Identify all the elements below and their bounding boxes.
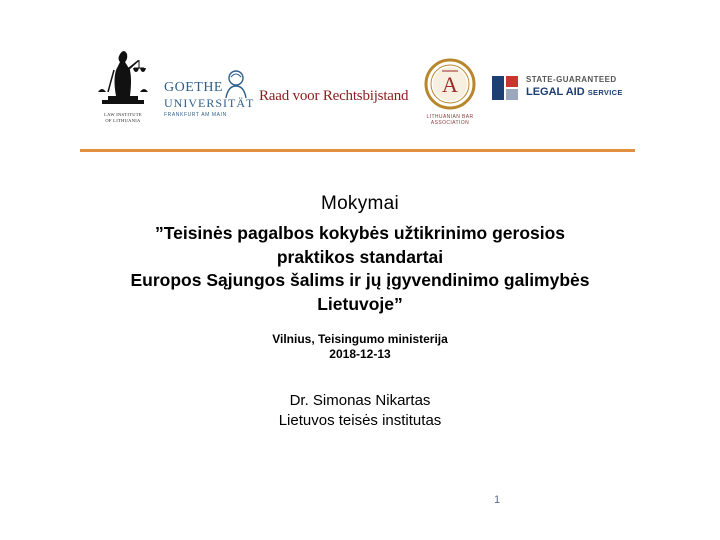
speaker-affiliation: Lietuvos teisės institutas (278, 412, 442, 429)
bar-association-caption-line1: LITHUANIAN BAR (426, 114, 474, 120)
header-divider (80, 149, 635, 152)
lithuanian-bar-association-logo (420, 56, 480, 128)
law-institute-logo (92, 46, 154, 132)
bar-association-caption-line2: ASSOCIATION (430, 120, 470, 126)
legal-aid-service-logo (490, 72, 626, 106)
slide-title-line2: praktikos standartai (276, 246, 444, 267)
legal-aid-line2 (526, 86, 623, 98)
legal-aid-mark-icon (490, 72, 522, 104)
goethe-university-logo (164, 68, 254, 124)
bar-association-monogram: A (442, 72, 458, 97)
legal-aid-line1: STATE-GUARANTEED (526, 75, 617, 84)
goethe-logo-bottom-text: FRANKFURT AM MAIN (164, 112, 227, 118)
legal-aid-line2-small: SERVICE (587, 88, 623, 97)
slide-subtitle: Mokymai (320, 193, 400, 214)
goethe-logo-top-text: GOETHE (164, 80, 223, 95)
law-institute-caption-line1: LAW INSTITUTE (104, 112, 142, 117)
slide-title (40, 222, 680, 316)
page-number: 1 (493, 494, 501, 506)
slide-title-line1: ”Teisinės pagalbos kokybės užtikrinimo gerosios (154, 223, 566, 243)
legal-aid-line2-main: LEGAL AID (526, 86, 585, 98)
bar-association-emblem-icon (420, 56, 480, 112)
goethe-portrait-icon (222, 68, 250, 98)
event-date: 2018-12-13 (329, 347, 391, 361)
law-institute-caption-line2: OF LITHUANIA (105, 118, 141, 123)
speaker-name: Dr. Simonas Nikartas (289, 392, 431, 409)
themis-figure-icon (92, 46, 154, 110)
bar-association-caption (420, 114, 480, 126)
law-institute-caption (92, 112, 154, 124)
goethe-logo-middle-text: UNIVERSITÄT (164, 96, 255, 110)
raad-voor-rechtsbijstand-logo: Raad voor Rechtsbijstand (259, 88, 409, 104)
event-location: Vilnius, Teisingumo ministerija (272, 332, 448, 346)
slide-title-line3: Europos Sąjungos šalims ir jų įgyvendinimo galimybės (130, 270, 590, 290)
slide-title-line4: Lietuvoje” (317, 293, 403, 314)
